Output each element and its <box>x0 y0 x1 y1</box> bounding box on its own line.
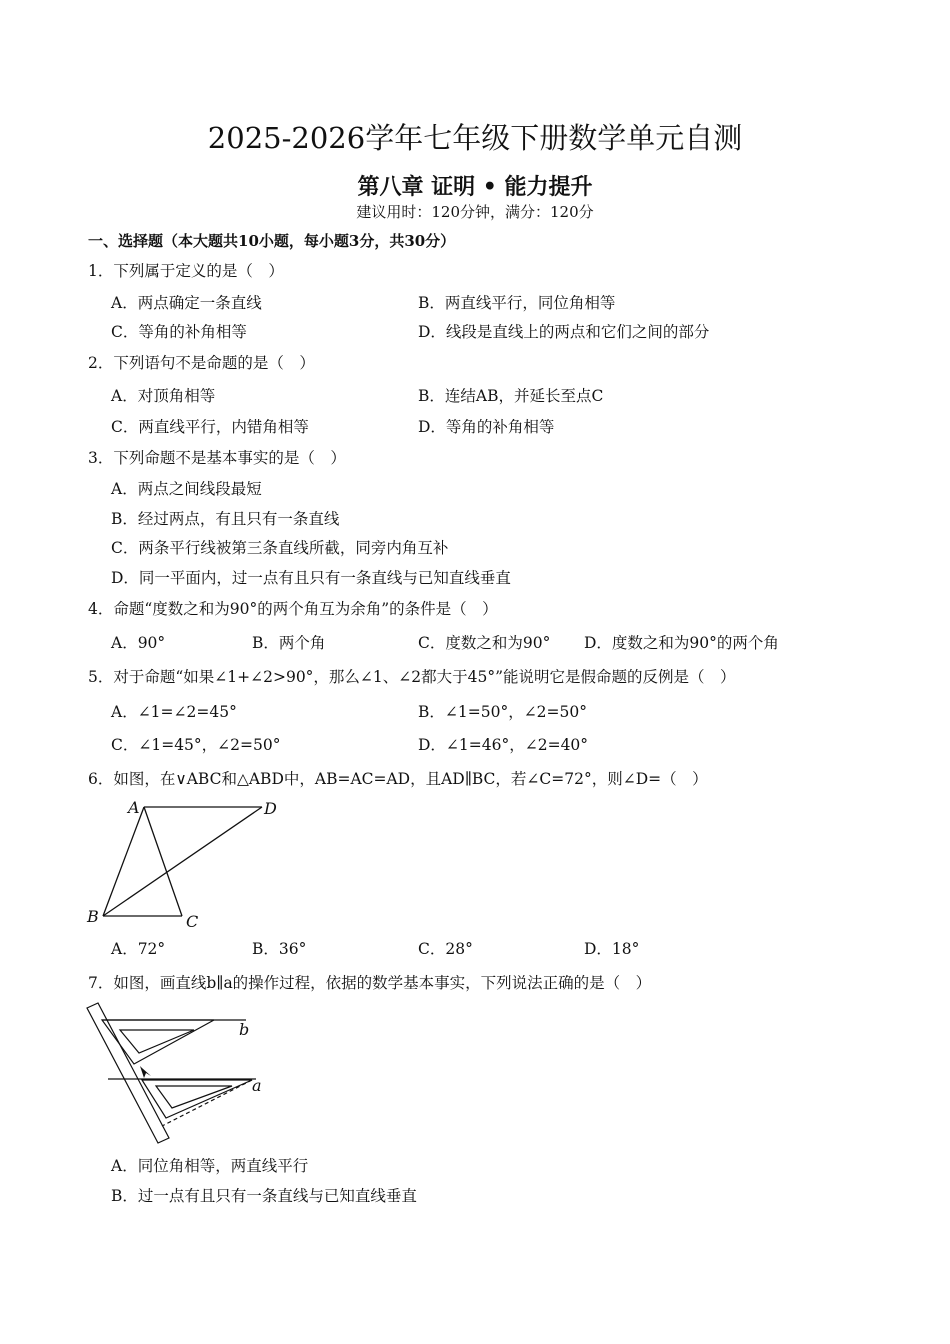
question-6-option-c: C．28° <box>418 940 473 958</box>
question-5-option-a: A．∠1=∠2=45° <box>111 703 237 721</box>
question-3-option-c: C．两条平行线被第三条直线所截，同旁内角互补 <box>111 539 449 557</box>
question-6-option-d: D．18° <box>584 940 640 958</box>
question-7-option-b: B．过一点有且只有一条直线与已知直线垂直 <box>111 1187 417 1205</box>
question-1-option-d: D．线段是直线上的两点和它们之间的部分 <box>418 323 710 341</box>
exam-info: 建议用时：120分钟，满分：120分 <box>356 203 594 221</box>
question-3-option-b: B．经过两点，有且只有一条直线 <box>111 510 340 528</box>
label-a: A <box>128 798 140 817</box>
segment-bd <box>103 807 262 916</box>
document-subtitle: 第八章 证明 • 能力提升 <box>357 174 593 200</box>
question-3-stem: 3．下列命题不是基本事实的是（ ） <box>88 449 346 467</box>
question-4-option-a: A．90° <box>111 634 166 652</box>
question-1-option-b: B．两直线平行，同位角相等 <box>418 294 616 312</box>
question-7-stem: 7．如图，画直线b∥a的操作过程，依据的数学基本事实，下列说法正确的是（ ） <box>88 974 652 992</box>
question-3-option-a: A．两点之间线段最短 <box>111 480 262 498</box>
question-2-option-b: B．连结AB，并延长至点C <box>418 387 604 405</box>
question-6-option-a: A．72° <box>111 940 166 958</box>
question-2-option-d: D．等角的补角相等 <box>418 418 555 436</box>
question-6-stem: 6．如图，在∨ABC和△ABD中，AB=AC=AD，且AD∥BC，若∠C=72°，则∠D=（ ） <box>88 770 708 788</box>
question-5-option-b: B．∠1=50°，∠2=50° <box>418 703 588 721</box>
question-5-option-d: D．∠1=46°，∠2=40° <box>418 736 589 754</box>
label-d: D <box>264 799 277 818</box>
section-heading: 一、选择题（本大题共10小题，每小题3分，共30分） <box>88 232 456 250</box>
question-4-option-d: D．度数之和为90°的两个角 <box>584 634 779 652</box>
question-2-stem: 2．下列语句不是命题的是（ ） <box>88 354 315 372</box>
ruler-shape <box>87 1003 169 1143</box>
question-5-option-c: C．∠1=45°，∠2=50° <box>111 736 281 754</box>
question-4-option-c: C．度数之和为90° <box>418 634 551 652</box>
document-title: 2025-2026学年七年级下册数学单元自测 <box>207 121 743 155</box>
question-2-option-c: C．两直线平行，内错角相等 <box>111 418 309 436</box>
segment-ac <box>144 807 182 916</box>
label-a: a <box>252 1076 262 1095</box>
upper-set-square-inner <box>120 1030 194 1053</box>
question-7-option-a: A．同位角相等，两直线平行 <box>111 1157 309 1175</box>
cursor-arrow-icon <box>140 1066 151 1078</box>
question-1-option-a: A．两点确定一条直线 <box>111 294 262 312</box>
question-5-stem: 5．对于命题“如果∠1+∠2>90°，那么∠1、∠2都大于45°”能说明它是假命题的反例是（ ） <box>88 668 736 686</box>
question-2-option-a: A．对顶角相等 <box>111 387 216 405</box>
question-4-option-b: B．两个角 <box>252 634 326 652</box>
question-6-option-b: B．36° <box>252 940 307 958</box>
question-4-stem: 4．命题“度数之和为90°的两个角互为余角”的条件是（ ） <box>88 600 498 618</box>
question-1-stem: 1．下列属于定义的是（ ） <box>88 262 284 280</box>
dashed-guide <box>162 1080 252 1126</box>
label-b: B <box>87 907 99 926</box>
label-b: b <box>239 1020 250 1039</box>
triangle-figure <box>84 795 294 935</box>
label-c: C <box>186 912 199 931</box>
ruler-triangle-figure <box>84 998 284 1148</box>
question-3-option-d: D．同一平面内，过一点有且只有一条直线与已知直线垂直 <box>111 569 511 587</box>
segment-ab <box>103 807 144 916</box>
question-1-option-c: C．等角的补角相等 <box>111 323 247 341</box>
lower-set-square-inner <box>156 1086 232 1108</box>
